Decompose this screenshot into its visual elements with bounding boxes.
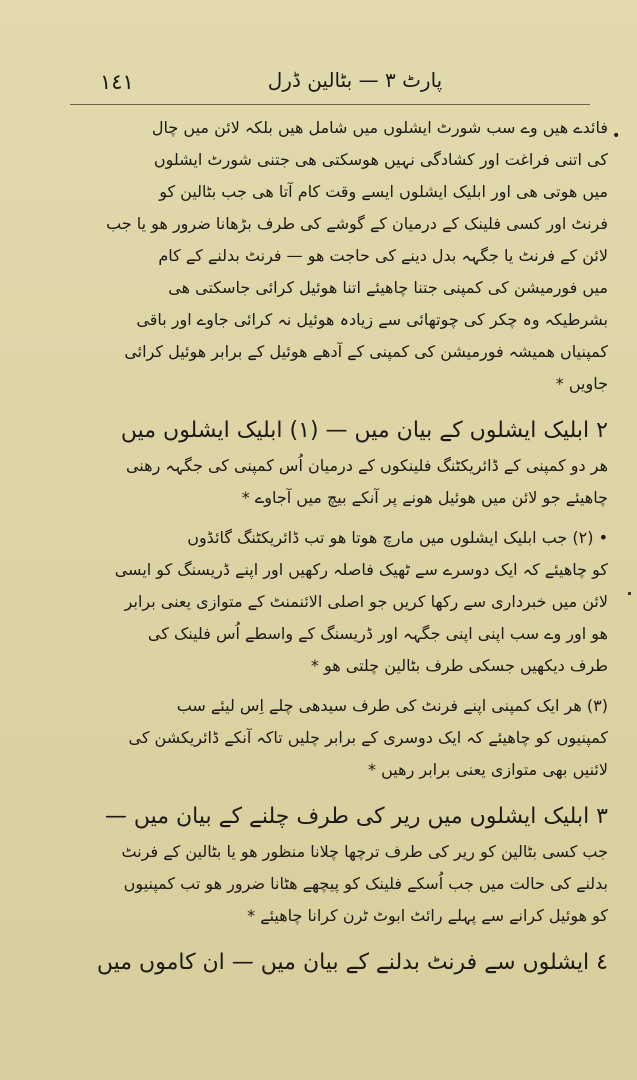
text-line: لائن کے فرنٹ یا جگہہ بدل دینے کی حاجت ھو — فرنٹ بدلنے کے کام xyxy=(158,246,608,265)
text-line: جب کسی بٹالین کو ریر کی طرف ترچھا چلانا منظور ھو یا بٹالین کے فرنٹ xyxy=(121,842,608,861)
header-rule xyxy=(70,104,590,105)
text-line: چاھیئے جو لائن میں ھوئیل ھونے پر آنکے بیچ میں آجاوے * xyxy=(241,488,608,507)
section-2-clause-3 xyxy=(38,690,608,786)
text-line: ھر دو کمپنی کے ڈائریکٹنگ فلینکوں کے درمیان اُس کمپنی کی جگہہ رھنی xyxy=(125,456,608,475)
body-text xyxy=(38,112,608,982)
text-line: کو چاھیئے کہ ایک دوسرے سے ٹھیک فاصلہ رکھیں اور اپنے ڈریسنگ کو ایسی xyxy=(114,560,608,579)
text-line: ھو اور وے سب اپنی اپنی جگہہ اور ڈریسنگ کے واسطے اُس فلینک کی xyxy=(147,624,608,643)
text-line: لائن میں خبرداری سے رکھا کریں جو اصلی الائنمنٹ کے متوازی یعنی برابر xyxy=(124,592,608,611)
side-dot xyxy=(628,592,631,595)
paragraph-1 xyxy=(38,112,608,400)
text-line: بشرطیکہ وہ چکر کی چوتھائی سے زیادہ ھوئیل نہ کرائی جاوے اور باقی xyxy=(136,310,608,329)
text-line: (٣) ھر ایک کمپنی اپنے فرنٹ کی طرف سیدھی چلے اِس لیئے سب xyxy=(176,696,608,715)
section-3-paragraph xyxy=(38,836,608,932)
section-4-heading: ٤ ایشلوں سے فرنٹ بدلنے کے بیان میں — ان کاموں میں xyxy=(96,950,608,975)
text-line: میں ھوتی ھی اور ابلیک ایشلوں ایسے وقت کام آتا ھی جب بٹالین کو xyxy=(159,182,608,201)
running-header: پارٹ ٣ — بٹالین ڈرل xyxy=(267,68,443,92)
text-line: طرف دیکھیں جسکی طرف بٹالین چلتی ھو * xyxy=(310,656,608,675)
section-2-heading: ٢ ابلیک ایشلوں کے بیان میں — (١) ابلیک ایشلوں میں xyxy=(120,418,608,443)
text-line: کی اتنی فراغت اور کشادگی نہیں ھوسکتی ھی جتنی شورٹ ایشلوں xyxy=(153,150,608,169)
text-line: فائدے ھیں وے سب شورٹ ایشلوں میں شامل ھیں بلکہ لائن میں چال xyxy=(151,118,608,137)
page-number: ١٤١ xyxy=(100,70,134,94)
text-line: کو ھوئیل کرانے سے پہلے رائٹ ابوٹ ٹرن کرانا چاھیئے * xyxy=(247,906,608,925)
section-3-heading: ٣ ابلیک ایشلوں میں ریر کی طرف چلنے کے بیان میں — xyxy=(104,804,608,829)
text-line: جاویں * xyxy=(555,374,608,393)
text-line: لائنیں بھی متوازی یعنی برابر رھیں * xyxy=(368,760,608,779)
section-2-clause-2 xyxy=(38,522,608,682)
text-line: میں فورمیشن کی کمپنی جتنا چاھیئے اتنا ھوئیل کرائی جاسکتی ھی xyxy=(168,278,608,297)
text-line: • (٢) جب ابلیک ایشلوں میں مارچ ھوتا ھو تب ڈائریکٹنگ گائڈوں xyxy=(187,528,608,547)
text-line: بدلنے کی حالت میں جب اُسکے فلینک کو پیچھے ھٹانا ضرور ھو تب کمپنیوں xyxy=(123,874,608,893)
section-2-paragraph xyxy=(38,450,608,514)
text-line: فرنٹ اور کسی فلینک کے درمیان کے گوشے کی طرف بڑھانا ضرور ھو یا جب xyxy=(106,214,608,233)
text-line: کمپنیوں کو چاھیئے کہ ایک دوسری کے برابر چلیں تاکہ آنکے ڈائریکشن کی xyxy=(128,728,608,747)
margin-mark: • xyxy=(612,128,621,144)
text-line: کمپنیاں ھمیشہ فورمیشن کی کمپنی کے آدھے ھوئیل کے برابر ھوئیل کرائی xyxy=(124,342,608,361)
